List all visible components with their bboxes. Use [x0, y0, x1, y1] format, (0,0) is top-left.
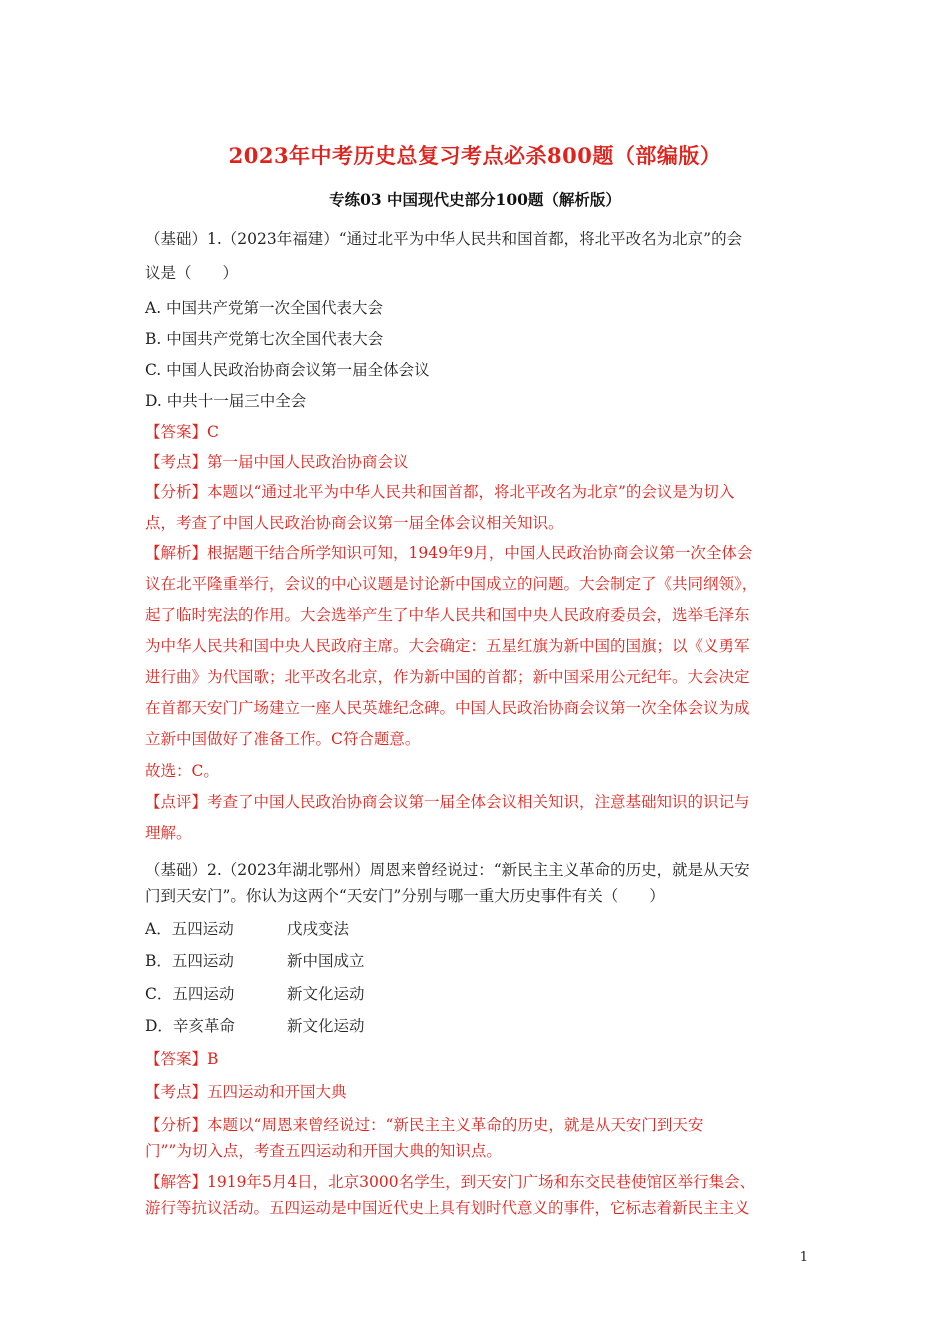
explain-tag: 【解析】: [145, 544, 208, 562]
page-number: 1: [799, 1250, 808, 1265]
q1-comment-line-1: [145, 790, 750, 812]
q1-explain-line-5: 进行曲》为代国歌；北平改名北京，作为新中国的首都；新中国采用公元纪年。大会决定: [145, 668, 750, 686]
q1-analysis-line-2: 点，考查了中国人民政治协商会议第一届全体会议相关知识。: [145, 514, 564, 532]
q1-explain-line-1: [145, 541, 752, 563]
option-left: D．辛亥革命: [145, 1017, 235, 1035]
q1-option-c: C. 中国人民政治协商会议第一届全体会议: [145, 361, 430, 379]
q1-explain-line-2: 议在北平隆重举行，会议的中心议题是讨论新中国成立的问题。大会制定了《共同纲领》，: [145, 575, 758, 593]
point-value: 第一届中国人民政治协商会议: [207, 453, 409, 471]
document-subtitle: 专练03 中国现代史部分100题（解析版）: [329, 190, 621, 209]
q1-analysis-line-1: [145, 480, 734, 502]
q1-explain-line-7: 立新中国做好了准备工作。C符合题意。: [145, 730, 421, 748]
q2-option-a: [145, 917, 350, 939]
q1-stem-line-1: （基础）1.（2023年福建）“通过北平为中华人民共和国首都，将北平改名为北京”的会: [145, 230, 743, 248]
q1-answer: [145, 420, 219, 442]
q2-point: [145, 1080, 347, 1102]
q1-point: [145, 450, 409, 472]
option-left: C．五四运动: [145, 985, 235, 1003]
q2-answer: [145, 1047, 218, 1069]
q1-option-d: D. 中共十一届三中全会: [145, 392, 307, 410]
comment-tag: 【点评】: [145, 793, 208, 811]
analysis-text: 本题以“周恩来曾经说过：“新民主主义革命的历史，就是从天安门到天安: [207, 1116, 704, 1134]
option-right: 新文化运动: [287, 985, 365, 1003]
answer-tag: 【答案】: [145, 423, 208, 441]
q1-option-b: B. 中国共产党第七次全国代表大会: [145, 330, 384, 348]
point-tag: 【考点】: [145, 1083, 208, 1101]
q2-analysis-line-1: [145, 1113, 703, 1135]
q1-choose: 故选：C。: [145, 762, 219, 780]
analysis-text: 本题以“通过北平为中华人民共和国首都，将北平改名为北京”的会议是为切入: [207, 483, 735, 501]
q1-option-a: A. 中国共产党第一次全国代表大会: [145, 299, 384, 317]
q1-stem-line-2: 议是（ ）: [145, 264, 239, 282]
answer-value: C: [207, 423, 219, 441]
explain-tag: 【解答】: [145, 1173, 208, 1191]
option-right: 新文化运动: [287, 1017, 365, 1035]
q1-comment-line-2: 理解。: [145, 824, 192, 842]
analysis-tag: 【分析】: [145, 483, 208, 501]
option-right: 新中国成立: [287, 952, 365, 970]
point-tag: 【考点】: [145, 453, 208, 471]
answer-tag: 【答案】: [145, 1050, 208, 1068]
option-right: 戊戌变法: [287, 920, 350, 938]
explain-text: 1919年5月4日，北京3000名学生，到天安门广场和东交民巷使馆区举行集会、: [207, 1173, 756, 1191]
q1-explain-line-6: 在首都天安门广场建立一座人民英雄纪念碑。中国人民政治协商会议第一次全体会议为成: [145, 699, 750, 717]
point-value: 五四运动和开国大典: [207, 1083, 347, 1101]
explain-text: 根据题干结合所学知识可知，1949年9月，中国人民政治协商会议第一次全体会: [207, 544, 753, 562]
q2-stem-line-1: （基础）2.（2023年湖北鄂州）周恩来曾经说过：“新民主主义革命的历史，就是从天安: [145, 861, 750, 879]
answer-value: B: [207, 1050, 219, 1068]
q2-option-c: [145, 982, 365, 1004]
option-left: B．五四运动: [145, 952, 234, 970]
comment-text: 考查了中国人民政治协商会议第一届全体会议相关知识，注意基础知识的识记与: [207, 793, 750, 811]
document-title: 2023年中考历史总复习考点必杀800题（部编版）: [228, 143, 722, 168]
analysis-tag: 【分析】: [145, 1116, 208, 1134]
q1-explain-line-3: 起了临时宪法的作用。大会选举产生了中华人民共和国中央人民政府委员会，选举毛泽东: [145, 606, 750, 624]
q2-explain-line-1: [145, 1170, 755, 1192]
q2-option-b: [145, 949, 365, 971]
q2-explain-line-2: 游行等抗议活动。五四运动是中国近代史上具有划时代意义的事件，它标志着新民主主义: [145, 1199, 750, 1217]
q2-analysis-line-2: 门””为切入点，考查五四运动和开国大典的知识点。: [145, 1142, 502, 1160]
q2-stem-line-2: 门到天安门”。你认为这两个“天安门”分别与哪一重大历史事件有关（ ）: [145, 887, 665, 905]
option-left: A．五四运动: [145, 920, 234, 938]
q2-option-d: [145, 1014, 365, 1036]
q1-explain-line-4: 为中华人民共和国中央人民政府主席。大会确定：五星红旗为新中国的国旗；以《义勇军: [145, 637, 750, 655]
